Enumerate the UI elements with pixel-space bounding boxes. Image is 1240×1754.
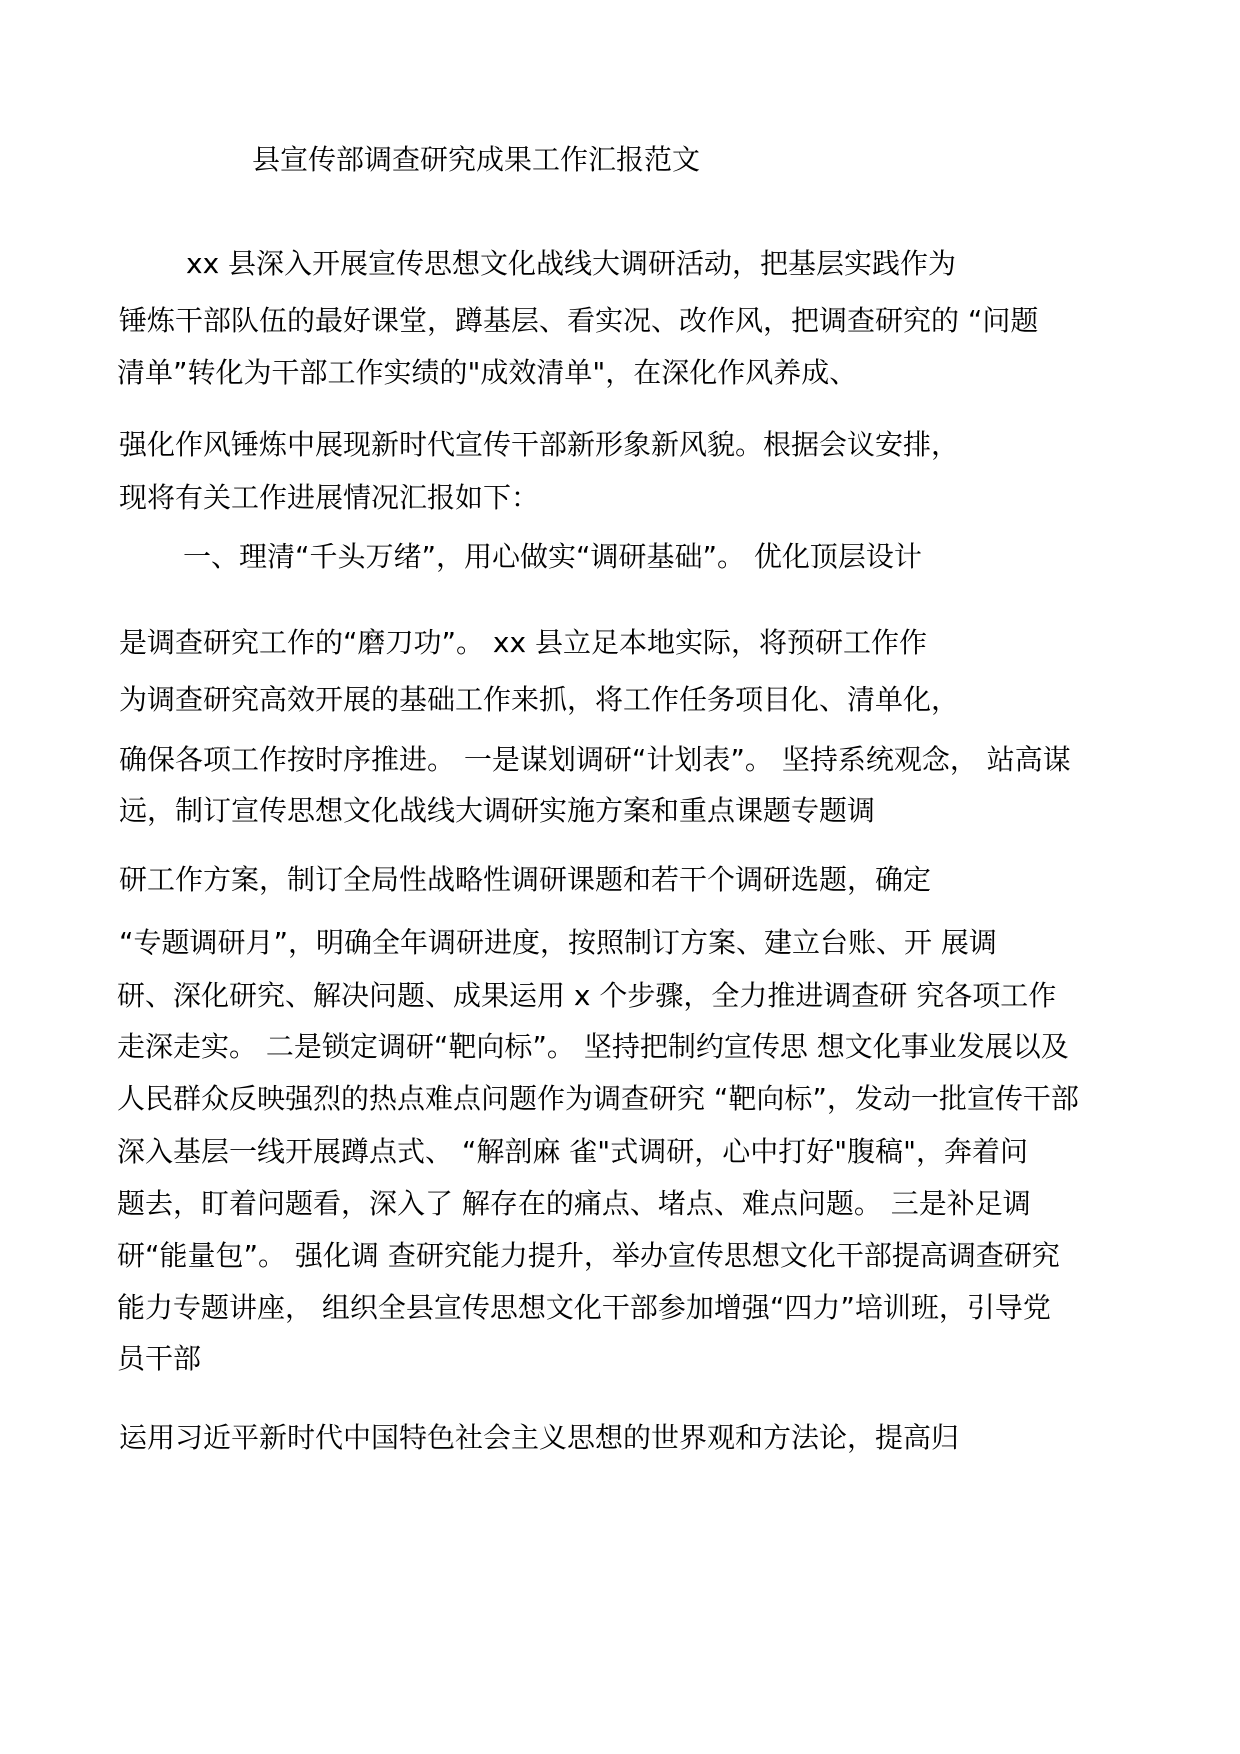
paragraph-line: 研、深化研究、解决问题、成果运用 x 个步骤，全力推进调查研 究各项工作 [117, 979, 1057, 1012]
document-title: 县宣传部调查研究成果工作汇报范文 [252, 143, 701, 176]
paragraph-line: 深入基层一线开展蹲点式、 “解剖麻 雀"式调研，心中打好"腹稿"，奔着问 [117, 1135, 1028, 1168]
paragraph-line: 现将有关工作进展情况汇报如下： [119, 481, 540, 514]
paragraph-line: 走深走实。 二是锁定调研“靶向标”。 坚持把制约宣传思 想文化事业发展以及 [117, 1030, 1069, 1063]
paragraph-line: 能力专题讲座， 组织全县宣传思想文化干部参加增强“四力”培训班，引导党 [117, 1291, 1051, 1324]
paragraph-line: 运用习近平新时代中国特色社会主义思想的世界观和方法论，提高归 [119, 1421, 960, 1454]
paragraph-line: 确保各项工作按时序推进。 一是谋划调研“计划表”。 坚持系统观念， 站高谋 [119, 743, 1071, 776]
paragraph-line: 远，制订宣传思想文化战线大调研实施方案和重点课题专题调 [119, 794, 876, 827]
paragraph-line: 清单”转化为干部工作实绩的"成效清单"，在深化作风养成、 [117, 356, 858, 389]
paragraph-line: 为调查研究高效开展的基础工作来抓，将工作任务项目化、清单化， [119, 683, 960, 716]
paragraph-line: 一、理清“千头万绪”，用心做实“调研基础”。 优化顶层设计 [183, 540, 922, 573]
paragraph-line: 锤炼干部队伍的最好课堂，蹲基层、看实况、改作风，把调查研究的 “问题 [119, 304, 1039, 337]
paragraph-line: 研工作方案，制订全局性战略性调研课题和若干个调研选题，确定 [119, 863, 932, 896]
paragraph-line: 强化作风锤炼中展现新时代宣传干部新形象新风貌。根据会议安排， [119, 428, 960, 461]
paragraph-line: 人民群众反映强烈的热点难点问题作为调查研究 “靶向标”，发动一批宣传干部 [117, 1082, 1079, 1115]
paragraph-line: 员干部 [117, 1342, 202, 1375]
paragraph-line: “专题调研月”，明确全年调研进度，按照制订方案、建立台账、开 展调 [119, 926, 997, 959]
paragraph-line: 题去，盯着问题看，深入了 解存在的痛点、堵点、难点问题。 三是补足调 [117, 1187, 1031, 1220]
paragraph-line: 是调查研究工作的“磨刀功”。 xx 县立足本地实际，将预研工作作 [119, 626, 927, 659]
paragraph-line: 研“能量包”。 强化调 查研究能力提升，举办宣传思想文化干部提高调查研究 [117, 1239, 1060, 1272]
paragraph-line: xx 县深入开展宣传思想文化战线大调研活动，把基层实践作为 [186, 247, 957, 280]
